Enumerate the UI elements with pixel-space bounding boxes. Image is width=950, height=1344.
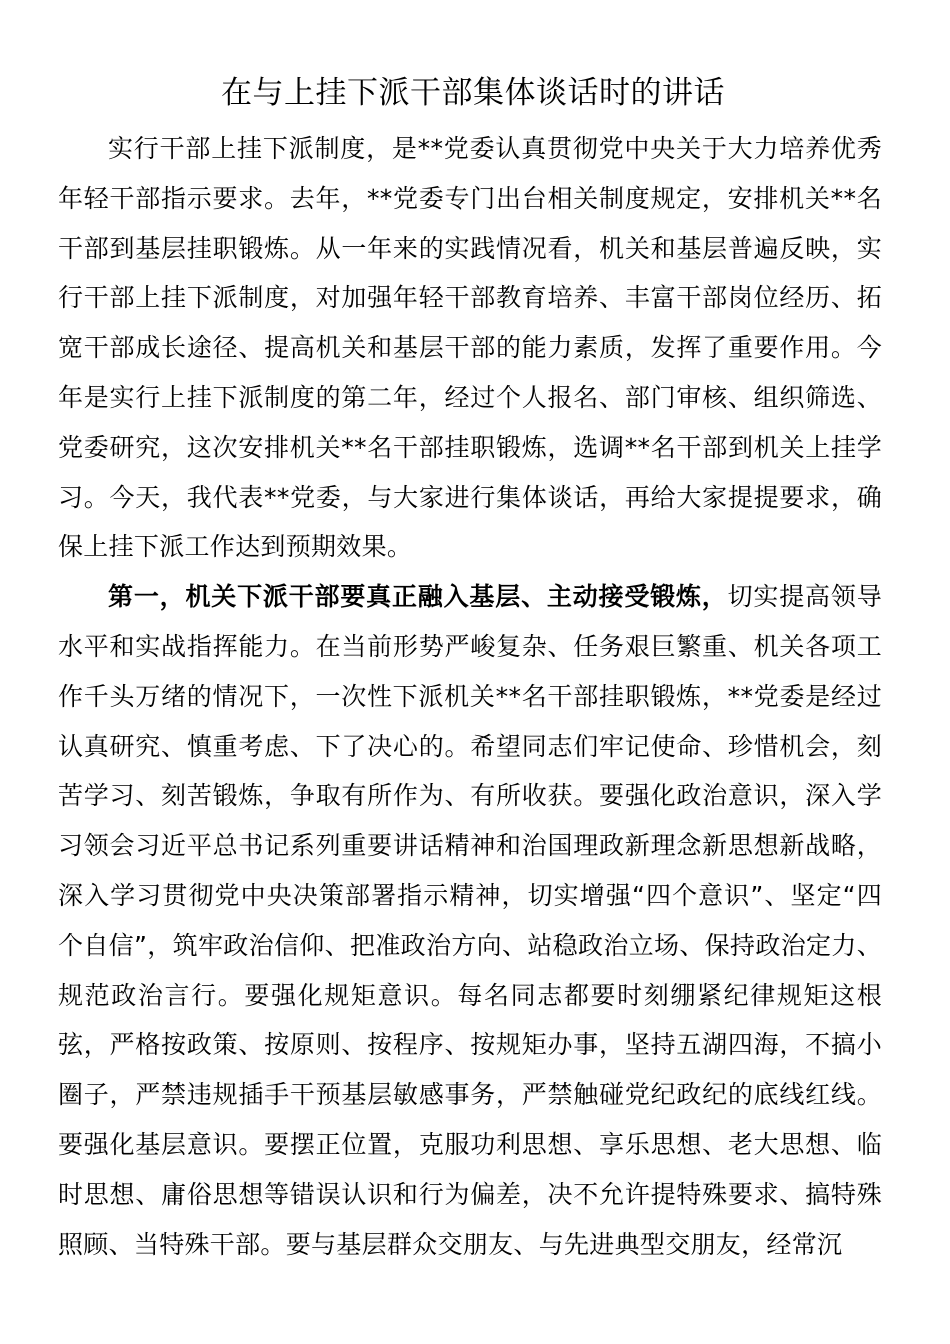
paragraph-lead-bold: 第一，机关下派干部要真正融入基层、主动接受锻炼， [108,582,728,612]
document-title: 在与上挂下派干部集体谈话时的讲话 [221,75,725,111]
paragraph-intro: 实行干部上挂下派制度，是**党委认真贯彻党中央关于大力培养优秀年轻干部指示要求。去年，**党委专门出台相关制度规定，安排机关**名干部到基层挂职锻炼。从一年来的实践情况看，机关和基层普遍反映，实行干部上挂下派制度，对加强年轻干部教育培养、丰富干部岗位经历、拓宽干部成长途径、提高机关和基层干部的能力素质，发挥了重要作用。今年是实行上挂下派制度的第二年，经过个人报名、部门审核、组织筛选、党委研究，这次安排机关**名干部挂职锻炼，选调**名干部到机关上挂学习。今天，我代表**党委，与大家进行集体谈话，再给大家提提要求，确保上挂下派工作达到预期效果。 [58,134,882,562]
paragraph-body: 切实提高领导水平和实战指挥能力。在当前形势严峻复杂、任务艰巨繁重、机关各项工作千头万绪的情况下，一次性下派机关**名干部挂职锻炼，**党委是经过认真研究、慎重考虑、下了决心的。希望同志们牢记使命、珍惜机会，刻苦学习、刻苦锻炼，争取有所作为、有所收获。要强化政治意识，深入学习领会习近平总书记系列重要讲话精神和治国理政新理念新思想新战略，深入学习贯彻党中央决策部署指示精神，切实增强“四个意识”、坚定“四个自信”，筑牢政治信仰、把准政治方向、站稳政治立场、保持政治定力、规范政治言行。要强化规矩意识。每名同志都要时刻绷紧纪律规矩这根弦，严格按政策、按原则、按程序、按规矩办事，坚持五湖四海，不搞小圈子，严禁违规插手干预基层敏感事务，严禁触碰党纪政纪的底线红线。要强化基层意识。要摆正位置，克服功利思想、享乐思想、老大思想、临时思想、庸俗思想等错误认识和行为偏差，决不允许提特殊要求、搞特殊照顾、当特殊干部。要与基层群众交朋友、与先进典型交朋友，经常沉 [58,582,882,1259]
paragraph-first-point [58,572,882,1269]
